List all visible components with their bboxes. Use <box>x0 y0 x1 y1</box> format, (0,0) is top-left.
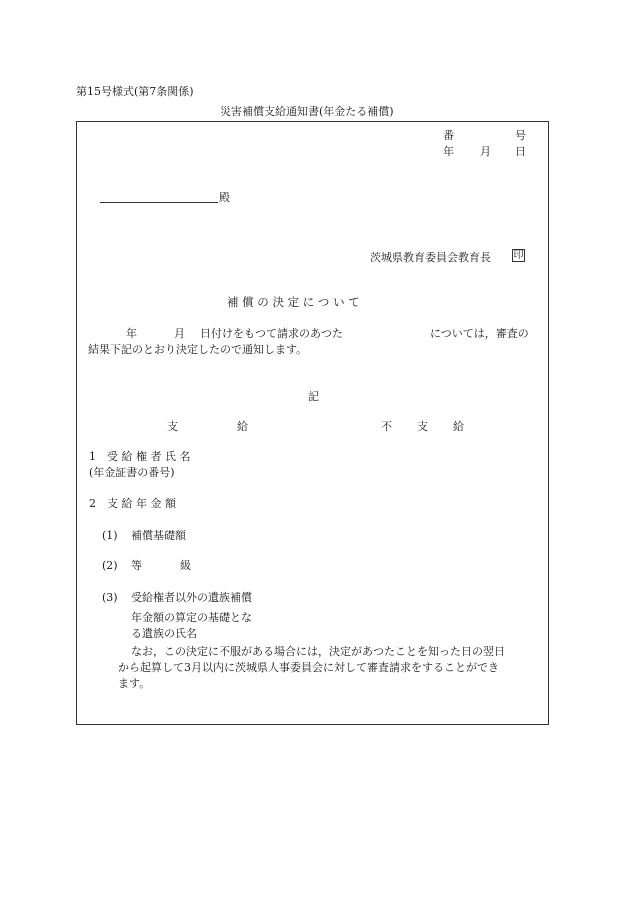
sub3-label: 受給権者以外の遺族補償 <box>131 591 252 604</box>
item2-label: 支 給 年 金 額 <box>107 497 176 510</box>
issuer: 茨城県教育委員会教育長 <box>370 251 491 264</box>
notice-line-2: から起算して3月以内に茨城県人事委員会に対して審査請求をすることができ <box>118 661 499 674</box>
nopay-char-2: 支 <box>417 420 428 433</box>
date-day: 日 <box>515 145 526 158</box>
body-text-2: については，審査の <box>430 327 529 340</box>
body-month: 月 <box>174 327 185 340</box>
item1-number: 1 <box>89 450 96 463</box>
number-suffix: 号 <box>515 129 526 142</box>
nopay-char-1: 不 <box>381 420 392 433</box>
sub2-number: (2) <box>102 559 118 572</box>
sub1-number: (1) <box>102 529 118 542</box>
body-line-2: 結果下記のとおり決定したので通知します。 <box>88 343 308 356</box>
form-label: 第15号様式(第7条関係) <box>76 85 194 98</box>
sub1-label: 補償基礎額 <box>131 529 186 542</box>
sub3-detail-1: 年金額の算定の基礎とな <box>131 611 252 624</box>
item1-label: 受 給 権 者 氏 名 <box>107 450 191 463</box>
pay-char-2: 給 <box>237 420 248 433</box>
addressee-line <box>100 202 218 203</box>
sub3-detail-2: る遺族の氏名 <box>131 627 197 640</box>
body-text-1: 日付けをもつて請求のあつた <box>200 327 343 340</box>
ki-heading: 記 <box>308 390 319 403</box>
subject-title: 補 償 の 決 定 に つ い て <box>227 295 360 309</box>
pay-char-1: 支 <box>167 420 178 433</box>
item1-sub: (年金証書の番号) <box>89 466 175 479</box>
notice-line-3: ます。 <box>118 677 151 690</box>
body-year: 年 <box>126 327 137 340</box>
date-month: 月 <box>480 145 491 158</box>
notice-line-1: なお，この決定に不服がある場合には，決定があつたことを知った日の翌日 <box>131 645 505 658</box>
addressee-suffix: 殿 <box>219 191 230 204</box>
document-title: 災害補償支給通知書(年金たる補償) <box>220 105 394 118</box>
nopay-char-3: 給 <box>453 420 464 433</box>
seal-mark: 印 <box>513 250 524 261</box>
date-year: 年 <box>443 145 454 158</box>
sub2-label-b: 級 <box>180 559 191 572</box>
sub2-label-a: 等 <box>131 559 142 572</box>
item2-number: 2 <box>89 497 96 510</box>
sub3-number: (3) <box>102 591 118 604</box>
number-label: 番 <box>443 129 454 142</box>
